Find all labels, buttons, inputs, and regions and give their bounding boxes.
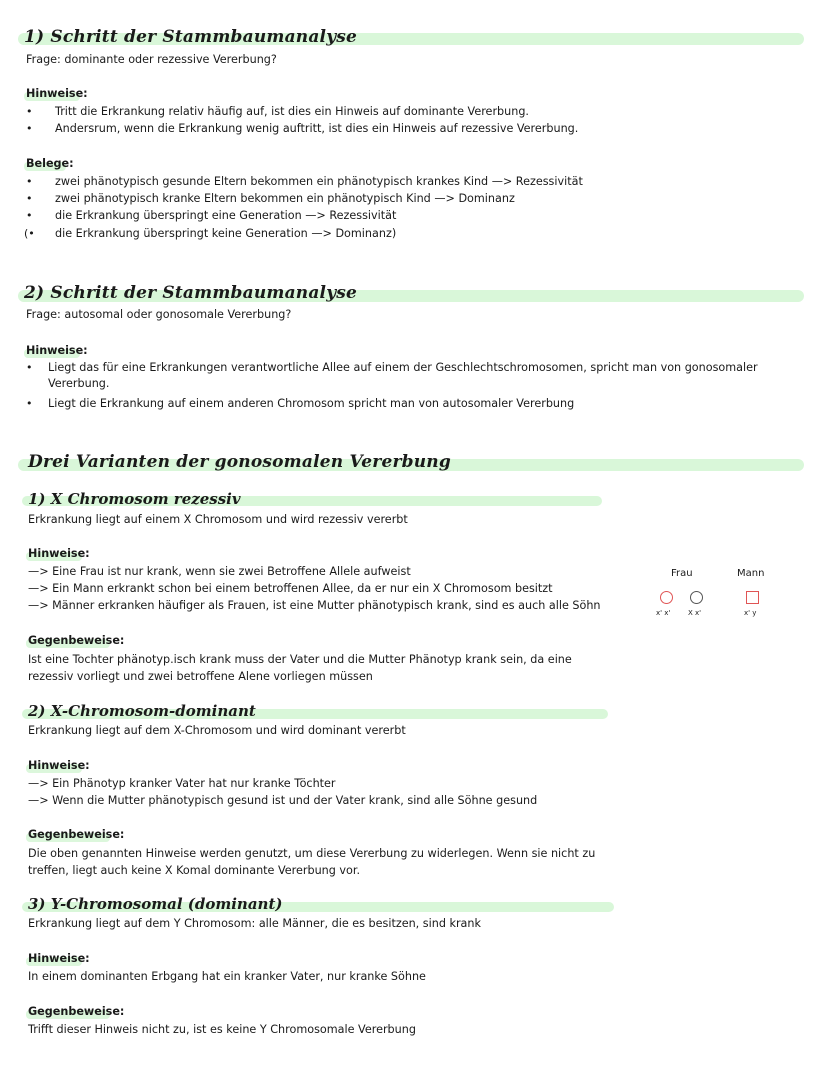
x-recessive-hints-label: Hinweise: bbox=[28, 547, 90, 560]
x-recessive-hint-3: —> Männer erkranken häufiger als Frauen, ist eine Mutter phänotypisch krank, sind es auch alle Söhn bbox=[28, 599, 601, 612]
section3-title: Drei Varianten der gonosomalen Vererbung bbox=[28, 452, 451, 472]
female-sick-symbol bbox=[660, 591, 673, 604]
x-recessive-counter-label: Gegenbeweise: bbox=[28, 634, 125, 647]
section2-hint-2: Liegt die Erkrankung auf einem anderen Chromosom spricht man von autosomaler Vererbung bbox=[48, 397, 575, 410]
section1-evidence-1: zwei phänotypisch gesunde Eltern bekommen ein phänotypisch krankes Kind —> Rezessivität bbox=[55, 175, 583, 188]
y-chromosomal-hint: In einem dominanten Erbgang hat ein kranker Vater, nur kranke Söhne bbox=[28, 970, 426, 983]
x-recessive-desc: Erkrankung liegt auf einem X Chromosom und wird rezessiv vererbt bbox=[28, 513, 408, 526]
female-sick-genotype: x' x' bbox=[656, 609, 671, 617]
y-chromosomal-counter-label: Gegenbeweise: bbox=[28, 1005, 125, 1018]
x-recessive-counter-1: Ist eine Tochter phänotyp.isch krank muss der Vater und die Mutter Phänotyp krank sein, da eine bbox=[28, 653, 572, 666]
x-dominant-counter-1: Die oben genannten Hinweise werden genutzt, um diese Vererbung zu widerlegen. Wenn sie nicht zu bbox=[28, 847, 596, 860]
legend-mann-label: Mann bbox=[737, 568, 765, 579]
bullet: • bbox=[26, 397, 33, 410]
female-carrier-symbol bbox=[690, 591, 703, 604]
y-chromosomal-desc: Erkrankung liegt auf dem Y Chromosom: alle Männer, die es besitzen, sind krank bbox=[28, 917, 481, 930]
section1-evidence-label: Belege: bbox=[26, 157, 74, 170]
x-dominant-desc: Erkrankung liegt auf dem X-Chromosom und wird dominant vererbt bbox=[28, 724, 406, 737]
section1-evidence-3: die Erkrankung überspringt eine Generation —> Rezessivität bbox=[55, 209, 397, 222]
section2-hint-1: Liegt das für eine Erkrankungen verantwortliche Allee auf einem der Geschlechtschromosomen, spricht man von gonosomaler bbox=[48, 361, 758, 374]
section1-evidence-2: zwei phänotypisch kranke Eltern bekommen ein phänotypisch Kind —> Dominanz bbox=[55, 192, 515, 205]
bullet: • bbox=[26, 361, 33, 374]
bullet: • bbox=[26, 209, 33, 222]
section2-title: 2) Schritt der Stammbaumanalyse bbox=[24, 283, 358, 303]
y-chromosomal-hints-label: Hinweise: bbox=[28, 952, 90, 965]
x-dominant-counter-2: treffen, liegt auch keine X Komal dominante Vererbung vor. bbox=[28, 864, 361, 877]
section1-question: Frage: dominante oder rezessive Vererbung? bbox=[26, 53, 277, 66]
section1-hint-1: Tritt die Erkrankung relativ häufig auf, ist dies ein Hinweis auf dominante Vererbung. bbox=[55, 105, 529, 118]
paren-bullet: (• bbox=[24, 227, 35, 240]
section1-title: 1) Schritt der Stammbaumanalyse bbox=[24, 27, 358, 47]
x-dominant-hints-label: Hinweise: bbox=[28, 759, 90, 772]
y-chromosomal-title: 3) Y-Chromosomal (dominant) bbox=[28, 895, 283, 913]
y-chromosomal-counter: Trifft dieser Hinweis nicht zu, ist es keine Y Chromosomale Vererbung bbox=[28, 1023, 416, 1036]
section1-evidence-4: die Erkrankung überspringt keine Generation —> Dominanz) bbox=[55, 227, 397, 240]
section1-hints-label: Hinweise: bbox=[26, 87, 88, 100]
bullet: • bbox=[26, 105, 33, 118]
bullet: • bbox=[26, 175, 33, 188]
section2-hint-1-cont: Vererbung. bbox=[48, 377, 110, 390]
legend-frau-label: Frau bbox=[671, 568, 693, 579]
male-sick-symbol bbox=[746, 591, 759, 604]
bullet: • bbox=[26, 122, 33, 135]
x-dominant-hint-1: —> Ein Phänotyp kranker Vater hat nur kranke Töchter bbox=[28, 777, 336, 790]
x-recessive-hint-1: —> Eine Frau ist nur krank, wenn sie zwei Betroffene Allele aufweist bbox=[28, 565, 411, 578]
section1-hint-2: Andersrum, wenn die Erkrankung wenig auftritt, ist dies ein Hinweis auf rezessive Vererbung. bbox=[55, 122, 579, 135]
bullet: • bbox=[26, 192, 33, 205]
x-dominant-counter-label: Gegenbeweise: bbox=[28, 828, 125, 841]
section2-question: Frage: autosomal oder gonosomale Vererbung? bbox=[26, 308, 292, 321]
x-recessive-counter-2: rezessiv vorliegt und zwei betroffene Alene vorliegen müssen bbox=[28, 670, 373, 683]
x-recessive-title: 1) X Chromosom rezessiv bbox=[28, 490, 241, 508]
female-carrier-genotype: X x' bbox=[688, 609, 702, 617]
x-recessive-hint-2: —> Ein Mann erkrankt schon bei einem betroffenen Allee, da er nur ein X Chromosom besitzt bbox=[28, 582, 553, 595]
x-dominant-title: 2) X-Chromosom-dominant bbox=[28, 702, 256, 720]
male-sick-genotype: x' y bbox=[744, 609, 757, 617]
x-dominant-hint-2: —> Wenn die Mutter phänotypisch gesund ist und der Vater krank, sind alle Söhne gesund bbox=[28, 794, 538, 807]
section2-hints-label: Hinweise: bbox=[26, 344, 88, 357]
